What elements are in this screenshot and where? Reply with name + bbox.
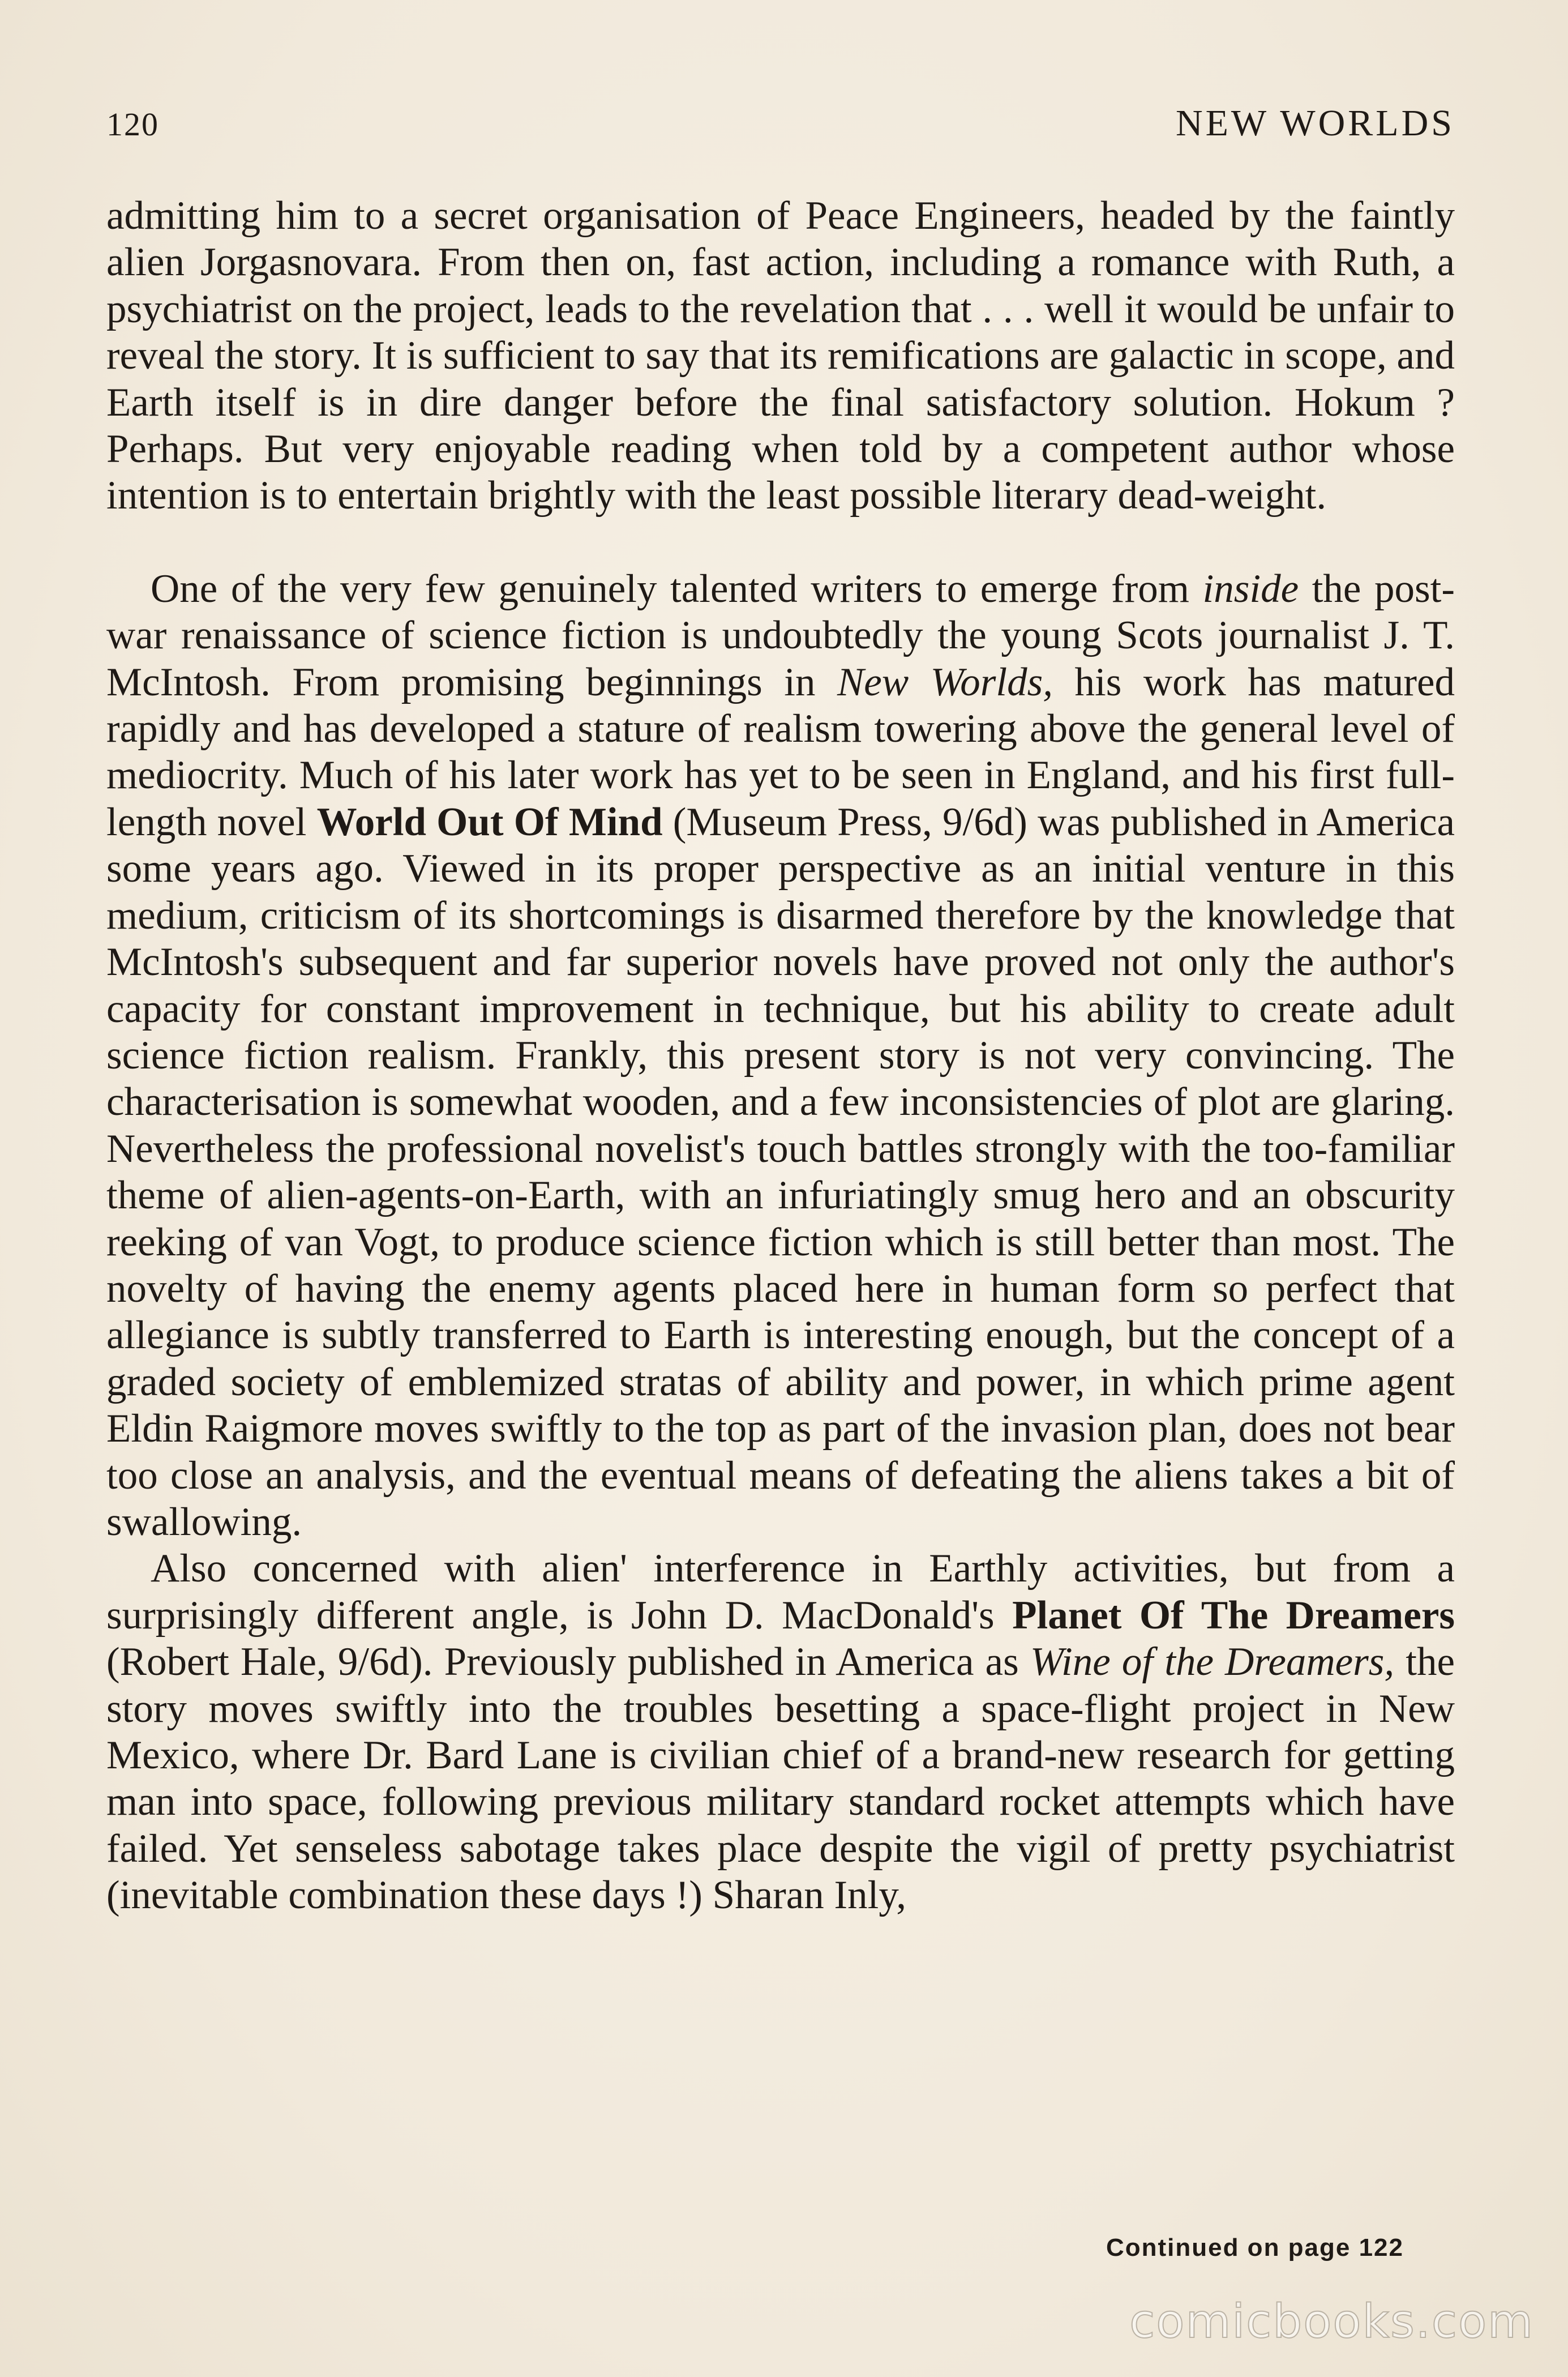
- book-title-planet-of-the-dreamers: Planet Of The Dreamers: [1012, 1593, 1455, 1638]
- page-header: [106, 102, 1455, 147]
- running-head: NEW WORLDS: [1175, 102, 1455, 144]
- article-body: [106, 193, 1455, 1919]
- paragraph-2-text-d: (Museum Press, 9/6d) was published in America some years ago. Viewed in its proper perspective as an initial venture in this medium, criticism of its shortcomings is disarmed therefore by the knowledge that McIntosh's subsequent and far superior novels have proved not only the author's capacity for constant improvement in technique, but his ability to create adult science fiction realism. Frankly, this present story is not very convincing. The characterisation is somewhat wooden, and a few inconsistencies of plot are glaring. Nevertheless the professional novelist's touch battles strongly with the too-familiar theme of alien-agents-on-Earth, with an infuriatingly smug hero and an obscurity reeking of van Vogt, to produce science fiction which is still better than most. The novelty of having the enemy agents placed here in human form so perfect that allegiance is subtly transferred to Earth is interesting enough, but the concept of a graded society of emblemized stratas of ability and power, in which prime agent Eldin Raigmore moves swiftly to the top as part of the invasion plan, does not bear too close an analysis, and the eventual means of defeating the aliens takes a bit of swallowing.: [106, 800, 1455, 1544]
- paragraph-2-text-c: his work has matured rapidly and has developed a stature of realism towering above the general level of mediocrity. Much of his later work has yet to be seen in England, and his first full-length novel: [106, 660, 1455, 844]
- paragraph-1-text: admitting him to a secret organisation of Peace Engineers, headed by the faintly alien Jorgasnovara. From then on, fast action, including a romance with Ruth, a psychiatrist on the project, leads to the revelation that . . . well it would be unfair to reveal the story. It is sufficient to say that its remifications are galactic in scope, and Earth itself is in dire danger before the final satisfactory solution. Hokum ? Perhaps. But very enjoyable reading when told by a competent author whose intention is to entertain brightly with the least possible literary dead-weight.: [106, 194, 1455, 518]
- continued-note: Continued on page 122: [1106, 2234, 1404, 2261]
- book-title-wine-of-the-dreamers: Wine of the Dreamers,: [1030, 1640, 1395, 1685]
- watermark: comicbooks.com: [1129, 2295, 1534, 2349]
- paragraph-3-text-a: Also concerned with alien' interference in Earthly activities, but from a surprisingly different angle, is John D. MacDonald's: [106, 1546, 1455, 1638]
- paragraph-2: [106, 566, 1455, 1546]
- magazine-title-new-worlds: New Worlds,: [837, 660, 1053, 704]
- paragraph-2-text-a: One of the very few genuinely talented writers to emerge from: [151, 566, 1203, 611]
- book-title-world-out-of-mind: World Out Of Mind: [316, 800, 663, 844]
- paragraph-3: [106, 1545, 1455, 1918]
- page-number: 120: [106, 106, 159, 143]
- paragraph-2-text-b: the post-war renaissance of science fiction is undoubtedly the young Scots journalist J. T. McIntosh. From promising beginnings in: [106, 566, 1455, 704]
- paragraph-1: [106, 193, 1455, 519]
- paragraph-3-text-b: (Robert Hale, 9/6d). Previously published in America as: [106, 1640, 1030, 1685]
- paragraph-3-text-c: the story moves swiftly into the troubles besetting a space-flight project in New Mexico, where Dr. Bard Lane is civilian chief of a brand-new research for getting man into space, following previous military standard rocket attempts which have failed. Yet senseless sabotage takes place despite the vigil of pretty psychiatrist (inevitable combination these days !) Sharan Inly,: [106, 1640, 1455, 1918]
- emphasis-inside: inside: [1202, 566, 1299, 611]
